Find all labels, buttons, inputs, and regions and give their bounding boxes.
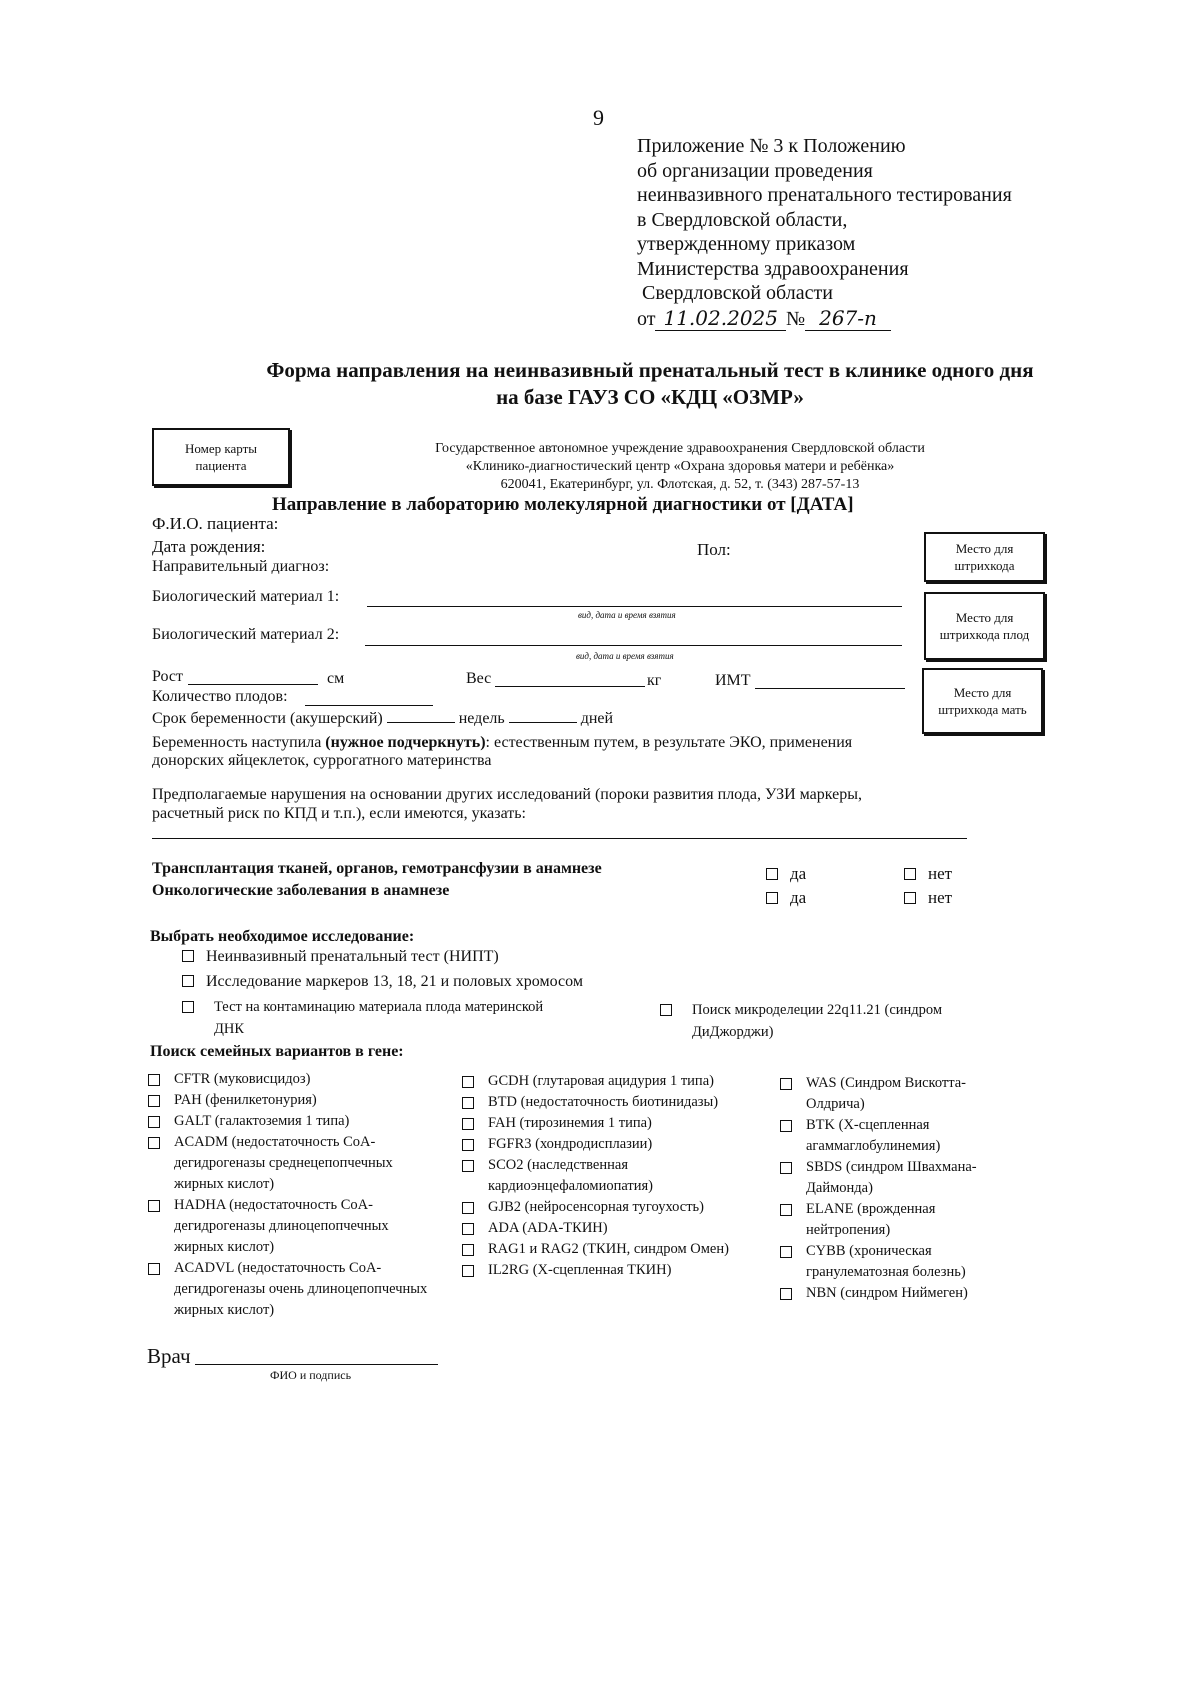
test-option[interactable]: [182, 973, 583, 991]
patient-card-box: Номер карты пациента: [152, 428, 290, 486]
gene-option[interactable]: [462, 1239, 762, 1260]
gene-option[interactable]: [780, 1283, 1010, 1304]
test-label: Неинвазивный пренатальный тест (НИПТ): [206, 948, 499, 965]
checkbox-icon[interactable]: [462, 1118, 474, 1130]
oncology-no[interactable]: [904, 888, 952, 908]
gene-label: BTK (Х-сцепленная агаммаглобулинемия): [806, 1117, 941, 1154]
referral-title: Направление в лабораторию молекулярной диагностики от [ДАТА]: [272, 494, 854, 515]
checkbox-icon[interactable]: [780, 1078, 792, 1090]
checkbox-icon[interactable]: [148, 1200, 160, 1212]
checkbox-icon[interactable]: [766, 892, 778, 904]
checkbox-icon[interactable]: [780, 1162, 792, 1174]
sex-label: Пол:: [697, 540, 731, 559]
no-label: нет: [928, 864, 953, 883]
gene-option[interactable]: [462, 1260, 762, 1281]
checkbox-icon[interactable]: [462, 1076, 474, 1088]
gene-label: WAS (Синдром Вискотта-Олдрича): [806, 1075, 967, 1112]
days-label: дней: [580, 710, 614, 727]
gene-label: CYBB (хроническая гранулематозная болезнь): [806, 1243, 966, 1280]
checkbox-icon[interactable]: [660, 1004, 672, 1016]
pregnancy-options[interactable]: : естественным путем, в результате ЭКО, применения: [485, 734, 853, 751]
no-label: нет: [928, 888, 953, 907]
handwritten-number: 267-п: [805, 306, 891, 331]
checkbox-icon[interactable]: [780, 1204, 792, 1216]
gene-label: BTD (недостаточность биотинидазы): [488, 1094, 719, 1110]
gene-label: GCDH (глутаровая ацидурия 1 типа): [488, 1073, 714, 1089]
page-number: 9: [593, 105, 604, 130]
gene-option[interactable]: [462, 1134, 762, 1155]
form-title: [150, 357, 1150, 411]
date-prefix: от: [637, 307, 656, 330]
oncology-yes[interactable]: [766, 888, 806, 908]
gene-option[interactable]: [148, 1069, 438, 1090]
weeks-label: недель: [458, 710, 505, 727]
diagnosis-label: Направительный диагноз:: [152, 558, 330, 575]
disorders-text: Предполагаемые нарушения на основании других исследований (пороки развития плода, УЗИ маркеры,: [152, 786, 862, 803]
bio-material-1-label: Биологический материал 1:: [152, 588, 340, 605]
gene-column-2: [462, 1071, 762, 1281]
org-line: «Клинико-диагностический центр «Охрана здоровья матери и ребёнка»: [465, 459, 895, 474]
title-line: Форма направления на неинвазивный пренатальный тест в клинике одного дня: [266, 358, 1034, 382]
checkbox-icon[interactable]: [780, 1246, 792, 1258]
term-row: [152, 710, 613, 728]
barcode-fetus-box: Место для штрихкода плод: [924, 592, 1045, 660]
gene-option[interactable]: [462, 1071, 762, 1092]
gene-option[interactable]: [780, 1241, 1010, 1283]
doctor-signature-field[interactable]: [195, 1364, 438, 1365]
gene-label: GALT (галактоземия 1 типа): [174, 1113, 350, 1129]
doctor-hint: ФИО и подпись: [270, 1368, 352, 1382]
gene-label: SBDS (синдром Швахмана-Даймонда): [806, 1159, 977, 1196]
checkbox-icon[interactable]: [766, 868, 778, 880]
gene-option[interactable]: [462, 1113, 762, 1134]
fio-label: Ф.И.О. пациента:: [152, 514, 279, 533]
no-prefix: №: [786, 307, 806, 330]
oncology-label: Онкологические заболевания в анамнезе: [152, 882, 450, 899]
checkbox-icon[interactable]: [462, 1097, 474, 1109]
annex-line: Приложение № 3 к Положению: [637, 135, 906, 157]
disorders-field[interactable]: [152, 838, 967, 839]
weight-label: Вес: [466, 670, 492, 687]
gene-option[interactable]: [148, 1111, 438, 1132]
checkbox-icon[interactable]: [904, 868, 916, 880]
gene-column-3: [780, 1073, 1010, 1304]
gene-label: NBN (синдром Ниймеген): [806, 1285, 968, 1301]
annex-date-line: [637, 306, 1012, 332]
checkbox-icon[interactable]: [462, 1202, 474, 1214]
gene-label: ELANE (врожденная нейтропения): [806, 1201, 936, 1238]
checkbox-icon[interactable]: [182, 975, 194, 987]
gene-option[interactable]: [780, 1073, 1010, 1115]
height-label: Рост: [152, 668, 183, 685]
height-field[interactable]: [188, 684, 318, 685]
test-option[interactable]: [182, 996, 562, 1040]
transplant-label: Трансплантация тканей, органов, гемотрансфузии в анамнезе: [152, 860, 602, 877]
checkbox-icon[interactable]: [904, 892, 916, 904]
gene-label: HADHA (недостаточность CoA-дегидрогеназы длиноцепопчечных жирных кислот): [174, 1197, 389, 1255]
test-option[interactable]: [182, 948, 499, 966]
gene-label: GJB2 (нейросенсорная тугоухость): [488, 1199, 704, 1215]
dob-label: Дата рождения:: [152, 537, 266, 556]
yes-label: да: [790, 888, 807, 907]
annex-header: [637, 134, 1012, 331]
org-line: 620041, Екатеринбург, ул. Флотская, д. 52, т. (343) 287-57-13: [500, 477, 860, 492]
gene-label: ADA (ADA-ТКИН): [488, 1220, 608, 1236]
gene-label: FGFR3 (хондродисплазии): [488, 1136, 653, 1152]
gene-option[interactable]: [780, 1115, 1010, 1157]
bmi-field[interactable]: [755, 688, 905, 689]
gene-label: ACADM (недостаточность CoA-дегидрогеназы среднецепопчечных жирных кислот): [174, 1134, 393, 1192]
weeks-field[interactable]: [387, 722, 455, 723]
test-label: Поиск микроделеции 22q11.21 (синдром ДиДжорджи): [692, 1002, 943, 1040]
checkbox-icon[interactable]: [462, 1160, 474, 1172]
weight-unit: кг: [647, 672, 662, 689]
yes-label: да: [790, 864, 807, 883]
fetus-count-label: Количество плодов:: [152, 688, 288, 705]
barcode-mother-box: Место для штрихкода мать: [922, 668, 1043, 734]
gene-search-title: Поиск семейных вариантов в гене:: [150, 1043, 404, 1060]
gene-option[interactable]: [462, 1092, 762, 1113]
bio-material-2-label: Биологический материал 2:: [152, 626, 340, 643]
days-field[interactable]: [509, 722, 577, 723]
gene-label: CFTR (муковисцидоз): [174, 1071, 311, 1087]
gene-label: SCO2 (наследственная кардиоэнцефаломиопатия): [488, 1157, 654, 1194]
gene-column-1: [148, 1069, 438, 1321]
gene-label: IL2RG (Х-сцепленная ТКИН): [488, 1262, 672, 1278]
org-line: Государственное автономное учреждение здравоохранения Свердловской области: [435, 441, 925, 456]
checkbox-icon[interactable]: [780, 1120, 792, 1132]
checkbox-icon[interactable]: [462, 1244, 474, 1256]
checkbox-icon[interactable]: [148, 1263, 160, 1275]
fetus-count-field[interactable]: [305, 705, 433, 706]
transplant-no[interactable]: [904, 864, 952, 884]
test-option[interactable]: [660, 999, 1010, 1043]
checkbox-icon[interactable]: [780, 1288, 792, 1300]
test-label: Исследование маркеров 13, 18, 21 и половых хромосом: [206, 973, 583, 990]
bio-material-2-field[interactable]: [365, 645, 902, 646]
annex-line: утвержденному приказом: [637, 233, 856, 255]
bio-hint: вид, дата и время взятия: [578, 610, 676, 620]
gene-option[interactable]: [462, 1155, 762, 1197]
checkbox-icon[interactable]: [148, 1116, 160, 1128]
gene-option[interactable]: [462, 1197, 762, 1218]
annex-line: Свердловской области: [642, 282, 833, 304]
term-label: Срок беременности (акушерский): [152, 710, 383, 727]
checkbox-icon[interactable]: [148, 1095, 160, 1107]
checkbox-icon[interactable]: [462, 1265, 474, 1277]
doctor-label: Врач: [147, 1344, 191, 1368]
height-unit: см: [327, 670, 345, 687]
bio-material-1-field[interactable]: [367, 606, 902, 607]
bmi-label: ИМТ: [715, 672, 751, 689]
organization-header: [360, 440, 1000, 494]
checkbox-icon[interactable]: [462, 1139, 474, 1151]
gene-label: ACADVL (недостаточность CoA-дегидрогеназы очень длиноцепопчечных жирных кислот): [174, 1260, 428, 1318]
bio-hint: вид, дата и время взятия: [576, 651, 674, 661]
annex-line: об организации проведения: [637, 159, 873, 182]
gene-label: PAH (фенилкетонурия): [174, 1092, 317, 1108]
pregnancy-label: Беременность наступила: [152, 734, 322, 751]
test-label: Тест на контаминацию материала плода материнской ДНК: [214, 999, 544, 1037]
gene-label: FAH (тирозинемия 1 типа): [488, 1115, 652, 1131]
gene-option[interactable]: [780, 1199, 1010, 1241]
disorders-text: расчетный риск по КПД и т.п.), если имеются, указать:: [152, 805, 526, 822]
annex-line: неинвазивного пренатального тестирования: [637, 184, 1012, 206]
annex-line: в Свердловской области,: [637, 208, 848, 231]
weight-field[interactable]: [495, 686, 645, 687]
gene-option[interactable]: [148, 1195, 438, 1258]
checkbox-icon[interactable]: [182, 1001, 194, 1013]
pregnancy-row: [152, 734, 852, 752]
select-test-title: Выбрать необходимое исследование:: [150, 928, 415, 945]
checkbox-icon[interactable]: [182, 950, 194, 962]
checkbox-icon[interactable]: [148, 1074, 160, 1086]
gene-option[interactable]: [148, 1132, 438, 1195]
gene-option[interactable]: [148, 1258, 438, 1321]
checkbox-icon[interactable]: [462, 1223, 474, 1235]
gene-option[interactable]: [780, 1157, 1010, 1199]
barcode-box: Место для штрихкода: [924, 532, 1045, 582]
annex-line: Министерства здравоохранения: [637, 257, 909, 280]
transplant-yes[interactable]: [766, 864, 806, 884]
gene-option[interactable]: [462, 1218, 762, 1239]
gene-label: RAG1 и RAG2 (ТКИН, синдром Омен): [488, 1241, 729, 1257]
handwritten-date: 11.02.2025: [655, 306, 786, 331]
title-line: на базе ГАУЗ СО «КДЦ «ОЗМР»: [496, 385, 804, 409]
pregnancy-options-2[interactable]: донорских яйцеклеток, суррогатного материнства: [152, 752, 492, 769]
gene-option[interactable]: [148, 1090, 438, 1111]
checkbox-icon[interactable]: [148, 1137, 160, 1149]
pregnancy-hint: (нужное подчеркнуть): [325, 734, 486, 751]
